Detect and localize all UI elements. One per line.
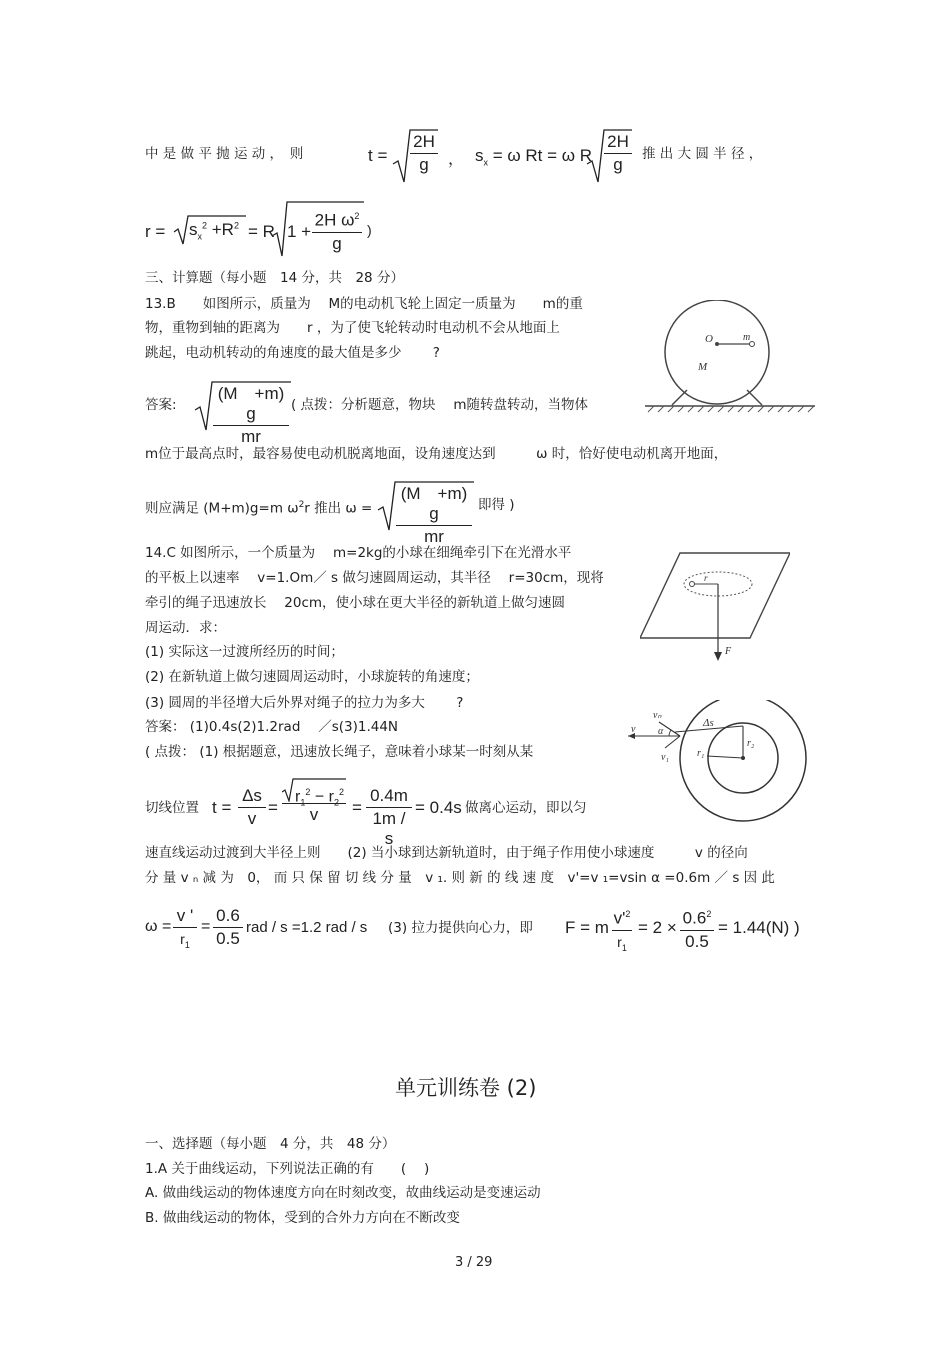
label-ds: Δs	[703, 717, 714, 729]
q13-line-1: 13.B 如图所示，质量为 M的电动机飞轮上固定一质量为 m的重	[145, 296, 583, 312]
circles-figure	[625, 700, 815, 830]
frac-06-05: 0.6 0.5	[213, 906, 243, 949]
q14-line-6: (2) 在新轨道上做匀速圆周运动时，小球旋转的角速度；	[145, 669, 479, 685]
formula-t: t =	[368, 146, 388, 165]
om-w: ω =	[145, 918, 172, 935]
label-m: m	[743, 332, 751, 343]
q13-line-3: 跳起，电动机转动的角速度的最大值是多少 ?	[145, 345, 440, 361]
tq-eq2: =	[352, 798, 362, 817]
tq-result: = 0.4s	[415, 798, 462, 817]
section-3-heading: 三、计算题（每小题 14 分，共 28 分）	[145, 270, 404, 286]
sqrt-2h-g-2: 2H g	[587, 128, 632, 184]
tq-t: t =	[212, 798, 232, 817]
label-r-plate: r	[704, 573, 708, 583]
plate-figure	[640, 548, 790, 666]
motor-figure	[640, 300, 820, 415]
sqrt-answer-13b: (M +m) g mr	[378, 480, 474, 532]
om-eq: =	[201, 918, 211, 935]
sqrt-answer-13: (M +m) g mr	[195, 380, 291, 432]
outer-circle	[680, 700, 806, 821]
q14-line-4: 周运动．求：	[145, 620, 226, 636]
f-result: = 1.44(N) )	[718, 918, 800, 937]
om-mid: (3) 拉力提供向心力，即	[388, 920, 533, 936]
answer-label-13: 答案:	[145, 397, 177, 413]
sqrt-one-plus: 1 + 2H $\omega^2$ g	[272, 200, 364, 258]
frac-062-05: $0.6^2$ 0.5	[680, 904, 714, 952]
answer-note-13: ( 点拨：分析题意，物块 m随转盘转动，当物体	[291, 397, 588, 413]
q13-explain-2a: 则应满足 (M+m)g=m $\omega^2r$ 推出 ω =	[145, 500, 373, 517]
comma: ，	[448, 151, 465, 168]
tq-label: 切线位置	[145, 800, 199, 816]
label-F: F	[725, 646, 732, 657]
label-vn: vₙ	[653, 710, 662, 721]
text-line-1a: 中 是 做 平 抛 运 动 ， 则	[145, 146, 304, 162]
frac-v-r1: v ' $r_1$	[173, 906, 197, 955]
q14-line-5: (1) 实际这一过渡所经历的时间；	[145, 644, 344, 660]
q14-line-3: 牵引的绳子迅速放长 20cm，使小球在更大半径的新轨道上做匀速圆	[145, 595, 566, 611]
q14-line-7: (3) 圆周的半径增大后外界对绳子的拉力为多大 ?	[145, 695, 464, 711]
q14-line-9: ( 点拨： (1) 根据题意，迅速放长绳子，意味着小球某一时刻从某	[145, 744, 534, 760]
sqrt-2h-g-1: 2H g	[393, 128, 438, 184]
f-F: F = m	[565, 918, 609, 937]
formula-r-close: )	[367, 222, 372, 238]
label-O: O	[705, 333, 713, 345]
sqrt-sx-r: $s_x^2 +R^2$	[174, 214, 246, 246]
q13-explain-1: m位于最高点时，最容易使电动机脱离地面，设角速度达到 ω 时，恰好使电动机离开地面，	[145, 446, 728, 462]
frac-ds-v: Δs v	[238, 786, 266, 829]
label-r1: r₁	[697, 748, 705, 759]
q14-line-12: 分 量 v ₙ 减 为 0， 而 只 保 留 切 线 分 量 v ₁. 则 新 的 线 速 度 v'=v ₁=vsin α =0.6m ／ s 因 此	[145, 870, 775, 886]
q14-answer: 答案： (1)0.4s(2)1.2rad ／s(3)1.44N	[145, 719, 399, 735]
q13-line-2: 物，重物到轴的距离为 r ，为了使飞轮转动时电动机不会从地面上	[145, 320, 560, 336]
om-unit: rad / s =1.2 rad / s	[246, 919, 368, 936]
option-A: A. 做曲线运动的物体速度方向在时刻改变，故曲线运动是变速运动	[145, 1185, 541, 1201]
tq-tail: 做离心运动，即以匀	[465, 800, 587, 816]
frac-sqrt-r: $r_1^2 - r_2^2$ v	[282, 778, 346, 825]
page-number: 3 / 29	[455, 1255, 493, 1270]
label-v: v	[631, 724, 636, 735]
q14-line-11: 速直线运动过渡到大半径上则 (2) 当小球到达新轨道时，由于绳子作用使小球速度 v 的径向	[145, 845, 748, 861]
axis-dot	[715, 342, 719, 346]
mass-dot	[750, 342, 755, 347]
q14-line-2: 的平板上以速率 v=1.Om／ s 做匀速圆周运动，其半径 r=30cm，现将	[145, 570, 604, 586]
label-M: M	[698, 361, 708, 373]
flywheel-circle	[665, 300, 769, 404]
option-B: B. 做曲线运动的物体，受到的合外力方向在不断改变	[145, 1210, 460, 1226]
label-alpha: α	[658, 726, 664, 737]
unit-title: 单元训练卷 (2)	[395, 1076, 537, 1100]
q13-explain-2c: 即得 )	[478, 497, 515, 513]
q14-line-1: 14.C 如图所示，一个质量为 m=2kg的小球在细绳牵引下在光滑水平	[145, 545, 572, 561]
label-r2: r₂	[747, 738, 755, 749]
section-1-heading: 一、选择题（每小题 4 分，共 48 分）	[145, 1136, 396, 1152]
frac-v2-r1: $v'^2$ $r_1$	[613, 908, 631, 953]
q1-line: 1.A 关于曲线运动，下列说法正确的有 ( )	[145, 1161, 430, 1177]
tq-eq: =	[268, 798, 278, 817]
frac-04m-1ms: 0.4m 1m / s	[366, 786, 412, 849]
text-line-1b: 推 出 大 圆 半 径 ，	[642, 146, 763, 162]
formula-sx: $s_x = \omega$ Rt = ω R	[475, 146, 593, 168]
formula-r-mid: = R	[248, 222, 275, 241]
f-eq: = 2 ×	[638, 918, 677, 937]
label-v1: v₁	[661, 752, 669, 763]
formula-r: r =	[145, 222, 166, 241]
